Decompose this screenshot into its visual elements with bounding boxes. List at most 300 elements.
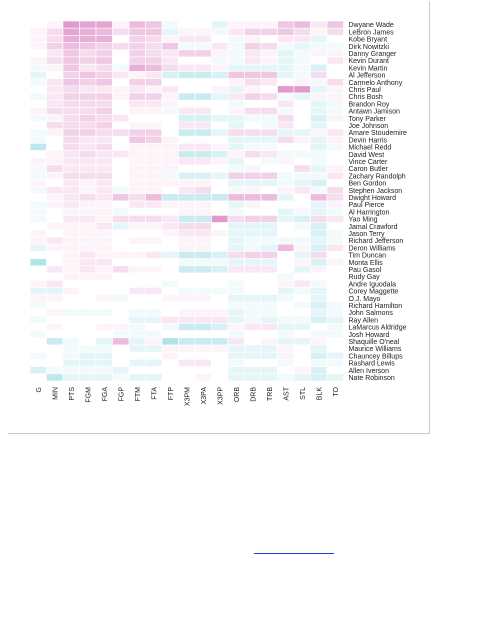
heatmap-cell [113, 100, 130, 107]
heatmap-cell [245, 43, 262, 50]
heatmap-cell [245, 259, 262, 266]
heatmap-cell [80, 331, 97, 338]
heatmap-cell [96, 323, 113, 330]
heatmap-cell [327, 331, 344, 338]
heatmap-cell [228, 259, 245, 266]
heatmap-cell [294, 71, 311, 78]
heatmap-cell [327, 201, 344, 208]
heatmap-cell [294, 223, 311, 230]
heatmap-cell [47, 43, 64, 50]
heatmap-cell [113, 71, 130, 78]
heatmap-cell [30, 100, 47, 107]
heatmap-cell [261, 208, 278, 215]
heatmap-cell [162, 143, 179, 150]
heatmap-cell [96, 21, 113, 28]
heatmap-cell [311, 316, 328, 323]
heatmap-cell [80, 266, 97, 273]
heatmap-cell [162, 273, 179, 280]
row-label: Danny Granger [348, 51, 397, 58]
heatmap-cell [179, 158, 196, 165]
heatmap-cell [129, 179, 146, 186]
heatmap-cell [129, 151, 146, 158]
heatmap-cell [96, 28, 113, 35]
heatmap-cell [261, 237, 278, 244]
heatmap-cell [245, 179, 262, 186]
heatmap-cell [261, 323, 278, 330]
heatmap-cell [179, 201, 196, 208]
heatmap-cell [261, 359, 278, 366]
heatmap-cell [294, 93, 311, 100]
heatmap-cell [294, 280, 311, 287]
heatmap-cell [162, 151, 179, 158]
heatmap-cell [278, 295, 295, 302]
heatmap-cell [146, 367, 163, 374]
row-label: Dirk Nowitzki [348, 43, 389, 51]
heatmap-cell [294, 302, 311, 309]
row-label: Rashard Lewis [348, 360, 395, 368]
heatmap-cell [63, 201, 80, 208]
heatmap-cell [162, 187, 179, 194]
heatmap-cell [63, 151, 80, 158]
row-label: LeBron James [348, 29, 394, 37]
heatmap-cell [63, 57, 80, 64]
heatmap-cell [146, 50, 163, 57]
heatmap-cell [63, 237, 80, 244]
heatmap-cell [245, 172, 262, 179]
heatmap-cell [195, 194, 212, 201]
heatmap-cell [278, 367, 295, 374]
heatmap-cell [261, 187, 278, 194]
heatmap-cell [294, 251, 311, 258]
heatmap-cell [30, 43, 47, 50]
heatmap-cell [47, 93, 64, 100]
heatmap-cell [195, 259, 212, 266]
heatmap-cell [228, 345, 245, 352]
heatmap-cell [311, 244, 328, 251]
heatmap-cell [278, 244, 295, 251]
heatmap-cell [146, 93, 163, 100]
heatmap-cell [294, 244, 311, 251]
heatmap-cell [327, 208, 344, 215]
heatmap-cell [80, 259, 97, 266]
heatmap-cell [30, 172, 47, 179]
heatmap-cell [327, 280, 344, 287]
heatmap-cell [113, 28, 130, 35]
row-label: Monta Ellis [348, 259, 383, 267]
heatmap-cell [47, 287, 64, 294]
heatmap-cell [294, 359, 311, 366]
heatmap-cell [30, 21, 47, 28]
row-label: Michael Redd [348, 144, 392, 152]
heatmap-cell [327, 244, 344, 251]
row-label: John Salmons [348, 310, 393, 318]
heatmap-cell [113, 273, 130, 280]
row-label: Tim Duncan [348, 252, 386, 260]
heatmap-cell [245, 21, 262, 28]
heatmap-cell [278, 273, 295, 280]
heatmap-cell [146, 266, 163, 273]
row-label: Jamal Crawford [348, 223, 398, 231]
heatmap-cell [311, 122, 328, 129]
heatmap-cell [47, 223, 64, 230]
heatmap-cell [311, 359, 328, 366]
heatmap-cell [47, 129, 64, 136]
heatmap-cell [80, 287, 97, 294]
heatmap-cell [30, 352, 47, 359]
heatmap-cell [129, 50, 146, 57]
heatmap-cell [146, 79, 163, 86]
heatmap-cell [80, 28, 97, 35]
heatmap-cell [96, 122, 113, 129]
heatmap-cell [113, 201, 130, 208]
heatmap-cell [294, 100, 311, 107]
heatmap-cell [278, 280, 295, 287]
heatmap-cell [80, 244, 97, 251]
heatmap-cell [30, 345, 47, 352]
heatmap-cell [261, 172, 278, 179]
heatmap-cell [63, 165, 80, 172]
heatmap-cell [327, 100, 344, 107]
heatmap-cell [129, 345, 146, 352]
heatmap-cell [228, 374, 245, 381]
column-label: FTM [134, 387, 142, 402]
heatmap-cell [179, 237, 196, 244]
heatmap-cell [47, 79, 64, 86]
heatmap-cell [80, 309, 97, 316]
heatmap-cell [96, 43, 113, 50]
heatmap-cell [113, 359, 130, 366]
heatmap-cell [278, 374, 295, 381]
heatmap-cell [245, 331, 262, 338]
heatmap-cell [129, 251, 146, 258]
heatmap-cell [30, 266, 47, 273]
heatmap-cell [195, 136, 212, 143]
heatmap-cell [63, 79, 80, 86]
heatmap-cell [327, 57, 344, 64]
heatmap-cell [212, 367, 229, 374]
heatmap-cell [129, 100, 146, 107]
heatmap-cell [261, 259, 278, 266]
heatmap-cell [63, 187, 80, 194]
heatmap-cell [278, 50, 295, 57]
row-label: LaMarcus Aldridge [348, 324, 407, 332]
heatmap-cell [113, 237, 130, 244]
heatmap-cell [228, 64, 245, 71]
heatmap-cell [195, 287, 212, 294]
heatmap-cell [30, 151, 47, 158]
heatmap-cell [278, 259, 295, 266]
heatmap-cell [80, 21, 97, 28]
heatmap-cell [245, 194, 262, 201]
heatmap-cell [129, 259, 146, 266]
heatmap-cell [30, 208, 47, 215]
heatmap-cell [47, 352, 64, 359]
row-label: Shaquille O'neal [348, 339, 400, 346]
heatmap-cell [179, 266, 196, 273]
heatmap-cell [146, 244, 163, 251]
heatmap-cell [162, 107, 179, 114]
heatmap-cell [30, 367, 47, 374]
heatmap-cell [179, 28, 196, 35]
heatmap-cell [80, 273, 97, 280]
heatmap-cell [96, 223, 113, 230]
heatmap-cell [228, 50, 245, 57]
heatmap-cell [278, 237, 295, 244]
heatmap-cell [278, 323, 295, 330]
heatmap-cell [179, 280, 196, 287]
heatmap-cell [162, 115, 179, 122]
heatmap-cell [47, 367, 64, 374]
heatmap-cell [162, 237, 179, 244]
heatmap-cell [261, 338, 278, 345]
heatmap-cell [162, 28, 179, 35]
heatmap-cell [162, 359, 179, 366]
heatmap-cell [162, 352, 179, 359]
heatmap-cell [212, 71, 229, 78]
heatmap-cell [146, 215, 163, 222]
heatmap-cell [228, 43, 245, 50]
heatmap-cell [47, 122, 64, 129]
heatmap-cell [278, 79, 295, 86]
heatmap-cell [327, 359, 344, 366]
heatmap-cell [278, 223, 295, 230]
heatmap-cell [245, 100, 262, 107]
heatmap-cell [30, 179, 47, 186]
heatmap-cell [245, 244, 262, 251]
heatmap-cell [195, 316, 212, 323]
heatmap-cell [228, 359, 245, 366]
heatmap-cell [63, 251, 80, 258]
heatmap-cell [162, 79, 179, 86]
heatmap-cell [195, 323, 212, 330]
heatmap-cell [212, 187, 229, 194]
row-label: Dwyane Wade [348, 22, 394, 30]
heatmap-cell [179, 352, 196, 359]
heatmap-cell [162, 223, 179, 230]
heatmap-svg [8, 1, 430, 434]
heatmap-cell [63, 50, 80, 57]
row-label: Nate Robinson [348, 375, 395, 382]
heatmap-cell [63, 309, 80, 316]
column-label: DRB [250, 387, 258, 402]
heatmap-cell [228, 201, 245, 208]
heatmap-cell [113, 165, 130, 172]
heatmap-cell [30, 280, 47, 287]
heatmap-cell [327, 79, 344, 86]
heatmap-cell [162, 158, 179, 165]
heatmap-cell [212, 287, 229, 294]
heatmap-cell [96, 273, 113, 280]
heatmap-cell [179, 338, 196, 345]
heatmap-cell [179, 251, 196, 258]
heatmap-cell [294, 323, 311, 330]
heatmap-cell [212, 208, 229, 215]
heatmap-cell [63, 259, 80, 266]
heatmap-cell [162, 165, 179, 172]
heatmap-cell [195, 28, 212, 35]
heatmap-cell [30, 50, 47, 57]
heatmap-cell [228, 179, 245, 186]
heatmap-cell [30, 86, 47, 93]
heatmap-cell [162, 266, 179, 273]
heatmap-cell [179, 172, 196, 179]
heatmap-cell [30, 215, 47, 222]
heatmap-cell [80, 165, 97, 172]
heatmap-cell [146, 259, 163, 266]
heatmap-cell [179, 43, 196, 50]
heatmap-cell [96, 359, 113, 366]
heatmap-cell [212, 359, 229, 366]
heatmap-cell [294, 374, 311, 381]
heatmap-cell [261, 273, 278, 280]
heatmap-cell [294, 201, 311, 208]
heatmap-cell [294, 287, 311, 294]
row-label: Kevin Martin [348, 65, 388, 73]
heatmap-cell [162, 179, 179, 186]
row-label: Devin Harris [348, 137, 388, 145]
heatmap-cell [30, 295, 47, 302]
heatmap-cell [327, 302, 344, 309]
heatmap-cell [294, 43, 311, 50]
heatmap-cell [195, 208, 212, 215]
row-label: Pau Gasol [348, 267, 382, 274]
heatmap-cell [162, 129, 179, 136]
heatmap-cell [278, 266, 295, 273]
heatmap-cell [47, 143, 64, 150]
heatmap-cell [261, 86, 278, 93]
heatmap-cell [146, 237, 163, 244]
heatmap-cell [96, 295, 113, 302]
heatmap-cell [146, 359, 163, 366]
heatmap-cell [327, 158, 344, 165]
heatmap-cell [63, 280, 80, 287]
heatmap-cell [113, 223, 130, 230]
heatmap-cell [294, 316, 311, 323]
heatmap-cell [30, 122, 47, 129]
heatmap-cell [146, 179, 163, 186]
heatmap-cell [195, 64, 212, 71]
heatmap-cell [294, 21, 311, 28]
heatmap-cell [179, 359, 196, 366]
heatmap-cell [327, 28, 344, 35]
heatmap-cell [278, 43, 295, 50]
row-label: Rudy Gay [348, 274, 380, 282]
heatmap-cell [129, 57, 146, 64]
heatmap-cell [129, 208, 146, 215]
heatmap-cell [47, 251, 64, 258]
heatmap-cell [195, 244, 212, 251]
heatmap-cell [294, 64, 311, 71]
row-label: Al Harrington [348, 209, 390, 217]
row-label: Ben Gordon [348, 180, 387, 188]
heatmap-cell [261, 374, 278, 381]
heatmap-cell [212, 43, 229, 50]
heatmap-cell [245, 129, 262, 136]
heatmap-cell [294, 79, 311, 86]
heatmap-cell [129, 158, 146, 165]
heatmap-cell [129, 273, 146, 280]
heatmap-cell [129, 223, 146, 230]
heatmap-cell [212, 21, 229, 28]
heatmap-cell [179, 179, 196, 186]
heatmap-cell [278, 122, 295, 129]
heatmap-cell [96, 64, 113, 71]
heatmap-cell [245, 230, 262, 237]
heatmap-cell [311, 338, 328, 345]
heatmap-cell [228, 287, 245, 294]
heatmap-cell [228, 331, 245, 338]
heatmap-cell [179, 100, 196, 107]
heatmap-cell [63, 71, 80, 78]
heatmap-cell [228, 28, 245, 35]
row-label: Jason Terry [348, 231, 385, 238]
heatmap-cell [146, 187, 163, 194]
heatmap-cell [146, 115, 163, 122]
heatmap-cell [212, 35, 229, 42]
heatmap-cell [47, 107, 64, 114]
heatmap-cell [311, 79, 328, 86]
heatmap-cell [311, 179, 328, 186]
heatmap-cell [47, 28, 64, 35]
heatmap-cell [228, 107, 245, 114]
heatmap-cell [113, 43, 130, 50]
heatmap-cell [113, 251, 130, 258]
heatmap-cell [261, 295, 278, 302]
heatmap-cell [195, 230, 212, 237]
heatmap-cell [294, 352, 311, 359]
heatmap-cell [294, 338, 311, 345]
heatmap-cell [245, 316, 262, 323]
row-label: Al Jefferson [348, 72, 386, 80]
heatmap-cell [129, 302, 146, 309]
heatmap-cell [228, 172, 245, 179]
heatmap-cell [212, 230, 229, 237]
heatmap-cell [63, 352, 80, 359]
heatmap-cell [129, 93, 146, 100]
heatmap-cell [278, 151, 295, 158]
heatmap-cell [96, 79, 113, 86]
heatmap-cell [129, 43, 146, 50]
heatmap-cell [63, 273, 80, 280]
heatmap-cell [63, 194, 80, 201]
heatmap-cell [63, 21, 80, 28]
heatmap-cell [113, 179, 130, 186]
heatmap-cell [96, 251, 113, 258]
heatmap-cell [80, 251, 97, 258]
heatmap-cell [261, 179, 278, 186]
heatmap-cell [47, 338, 64, 345]
heatmap-cell [129, 237, 146, 244]
column-label: FTA [151, 387, 159, 400]
heatmap-cell [311, 165, 328, 172]
heatmap-cell [327, 215, 344, 222]
heatmap-cell [146, 302, 163, 309]
heatmap-cell [327, 165, 344, 172]
heatmap-cell [294, 266, 311, 273]
row-label: Antawn Jamison [348, 108, 400, 116]
heatmap-cell [30, 251, 47, 258]
heatmap-cell [162, 35, 179, 42]
heatmap-cell [113, 21, 130, 28]
heatmap-cell [195, 115, 212, 122]
heatmap-cell [30, 129, 47, 136]
heatmap-cell [146, 136, 163, 143]
heatmap-cell [261, 50, 278, 57]
heatmap-cell [228, 215, 245, 222]
heatmap-cell [47, 136, 64, 143]
heatmap-cell [278, 251, 295, 258]
heatmap-cell [327, 266, 344, 273]
